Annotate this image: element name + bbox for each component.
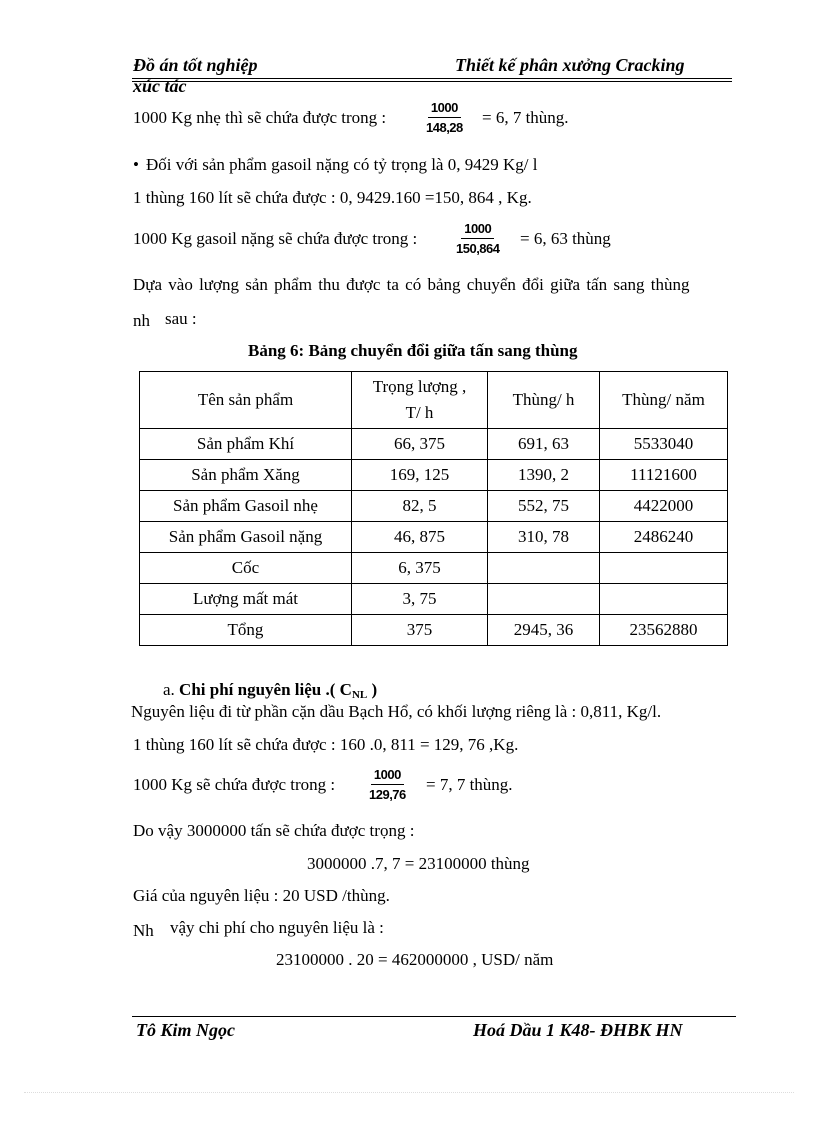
header-rule-2 — [132, 81, 732, 82]
cell-weight: 46, 875 — [352, 522, 488, 553]
text-line-4-result: = 6, 63 thùng — [520, 229, 611, 248]
text-line-6a: nh — [133, 311, 150, 330]
header-weight-line2: T/ h — [405, 403, 434, 422]
cell-barrel-year: 5533040 — [600, 429, 728, 460]
table-header-row — [140, 372, 728, 429]
section-heading — [163, 680, 377, 701]
cell-weight: 82, 5 — [352, 491, 488, 522]
cell-product: Tổng — [140, 615, 352, 646]
header-wrap: xúc tác — [133, 76, 187, 96]
cell-barrel-hour: 310, 78 — [488, 522, 600, 553]
cell-barrel-hour: 552, 75 — [488, 491, 600, 522]
cell-weight: 169, 125 — [352, 460, 488, 491]
cell-product: Sản phẩm Xăng — [140, 460, 352, 491]
header-weight-line1: Trọng lượng , — [372, 377, 467, 396]
section-prefix: a. — [163, 680, 175, 699]
cell-barrel-year: 4422000 — [600, 491, 728, 522]
text-line-5: Dựa vào lượng sản phẩm thu được ta có bảng chuyển đổi giữa tấn sang thùng — [133, 275, 690, 294]
header-barrel-per-year: Thùng/ năm — [600, 372, 728, 429]
cell-barrel-hour — [488, 553, 600, 584]
table-row — [140, 584, 728, 615]
conversion-table — [139, 371, 728, 646]
header-barrel-per-hour: Thùng/ h — [488, 372, 600, 429]
cell-weight: 6, 375 — [352, 553, 488, 584]
text-p6: Giá của nguyên liệu : 20 USD /thùng. — [133, 886, 390, 905]
text-p3: 1000 Kg sẽ chứa được trong : — [133, 775, 336, 794]
cell-product: Sản phẩm Gasoil nặng — [140, 522, 352, 553]
cell-barrel-year: 23562880 — [600, 615, 728, 646]
table-caption: Bảng 6: Bảng chuyển đổi giữa tấn sang thùng — [248, 341, 578, 360]
cell-weight: 66, 375 — [352, 429, 488, 460]
cell-barrel-hour — [488, 584, 600, 615]
cell-barrel-hour: 691, 63 — [488, 429, 600, 460]
text-line-2: Đối với sản phẩm gasoil nặng có tỷ trọng là 0, 9429 Kg/ l — [146, 155, 538, 174]
fraction-1-numerator: 1000 — [428, 100, 461, 118]
text-p2: 1 thùng 160 lít sẽ chứa được : 160 .0, 811 = 129, 76 ,Kg. — [133, 735, 519, 754]
cell-barrel-year — [600, 553, 728, 584]
table-row-total — [140, 615, 728, 646]
text-line-4: 1000 Kg gasoil nặng sẽ chứa được trong : — [133, 229, 418, 248]
fraction-3 — [366, 767, 409, 802]
header-left: Đồ án tốt nghiệp — [133, 55, 258, 75]
text-p7a: Nh — [133, 921, 154, 940]
header-right: Thiết kế phân xưởng Cracking — [455, 55, 685, 75]
text-p8: 23100000 . 20 = 462000000 , USD/ năm — [276, 950, 554, 969]
table-row — [140, 522, 728, 553]
fraction-2-numerator: 1000 — [461, 221, 494, 239]
footer-right: Hoá Dầu 1 K48- ĐHBK HN — [473, 1020, 683, 1040]
table-row — [140, 491, 728, 522]
section-title: Chi phí nguyên liệu .( — [179, 680, 336, 699]
cell-barrel-year — [600, 584, 728, 615]
text-p1: Nguyên liệu đi từ phần cặn dầu Bạch Hổ, có khối lượng riêng là : 0,811, Kg/l. — [131, 702, 662, 721]
text-line-3: 1 thùng 160 lít sẽ chứa được : 0, 9429.160 =150, 864 , Kg. — [133, 188, 532, 207]
page-edge — [24, 1092, 794, 1093]
section-close: ) — [371, 680, 378, 699]
cell-product: Cốc — [140, 553, 352, 584]
cell-product: Sản phẩm Gasoil nhẹ — [140, 491, 352, 522]
table-row — [140, 460, 728, 491]
text-p4: Do vậy 3000000 tấn sẽ chứa được trọng : — [133, 821, 415, 840]
cell-barrel-hour: 1390, 2 — [488, 460, 600, 491]
footer-left: Tô Kim Ngọc — [136, 1020, 235, 1040]
text-p3-result: = 7, 7 thùng. — [426, 775, 513, 794]
fraction-1-denominator: 148,28 — [426, 120, 463, 135]
cell-barrel-year: 11121600 — [600, 460, 728, 491]
bullet: • — [133, 155, 139, 174]
cell-barrel-year: 2486240 — [600, 522, 728, 553]
header-rule — [132, 78, 732, 79]
fraction-2 — [453, 221, 503, 256]
text-p7b: vậy chi phí cho nguyên liệu là : — [170, 918, 384, 937]
header-weight — [352, 372, 488, 429]
cell-weight: 3, 75 — [352, 584, 488, 615]
text-line-1: 1000 Kg nhẹ thì sẽ chứa được trong : — [133, 108, 387, 127]
text-p5: 3000000 .7, 7 = 23100000 thùng — [307, 854, 530, 873]
table-row — [140, 429, 728, 460]
text-line-1-result: = 6, 7 thùng. — [482, 108, 569, 127]
cell-weight: 375 — [352, 615, 488, 646]
fraction-3-numerator: 1000 — [371, 767, 404, 785]
text-line-6b: sau : — [165, 309, 197, 328]
footer-rule — [132, 1016, 736, 1017]
section-symbol: $C_{NL}$ — [339, 680, 368, 701]
cell-barrel-hour: 2945, 36 — [488, 615, 600, 646]
fraction-1 — [423, 100, 466, 135]
fraction-2-denominator: 150,864 — [456, 241, 500, 256]
cell-product: Lượng mất mát — [140, 584, 352, 615]
table-row — [140, 553, 728, 584]
fraction-3-denominator: 129,76 — [369, 787, 406, 802]
header-product: Tên sản phẩm — [140, 372, 352, 429]
cell-product: Sản phẩm Khí — [140, 429, 352, 460]
